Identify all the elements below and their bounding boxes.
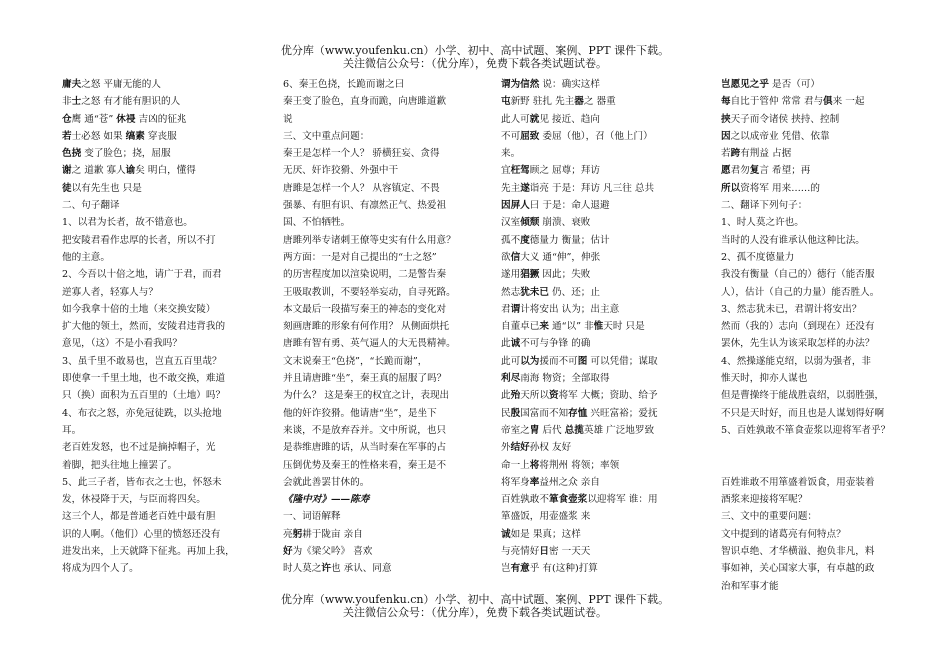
text-line: 因屏人曰 于是：命人退避	[501, 200, 610, 212]
text-line: 欲信大义 通“伸”，伸张	[501, 251, 601, 263]
text-line: 然而（我的）志向（到现在）还没有	[721, 321, 875, 333]
text-line: 说	[283, 113, 293, 125]
text-line: 他的奸诈狡猾。他请唐“坐”，是坐下	[283, 407, 437, 419]
text-line: 进发出来，上天就降下征兆。再加上我，	[62, 546, 235, 558]
text-line: 压倒优势及秦王的性格来看，秦王是不	[283, 459, 447, 471]
text-line: 逆寡人者，轻寡人与？	[62, 286, 158, 298]
text-line: 识的人啊。（他们）心里的愤怒还没有	[62, 528, 221, 540]
text-line: 酒浆来迎接将军呢？	[721, 494, 808, 506]
text-line: 孤不度德量力 衡量；估计	[501, 234, 610, 246]
key-term: 殆	[510, 390, 521, 402]
text-line: 把安陵君看作忠厚的长者，所以不打	[62, 234, 216, 246]
text-line: 君谓计将安出 认为；出主意	[501, 303, 620, 315]
key-term: 徒	[62, 182, 72, 194]
text-line: 不可屈致 委屈（他），召（他上门）	[501, 130, 653, 142]
text-line: 所以资将军 用来……的	[721, 182, 820, 194]
text-line: 屯新野 驻扎 先主器之 器重	[501, 96, 616, 108]
text-line: 民殷国富而不知存恤 兴旺富裕；爱抚	[501, 407, 658, 419]
text-line: 文中提到的诸葛亮有何特点？	[721, 528, 846, 540]
text-line: 利尽南海 物资；全部取得	[501, 373, 610, 385]
text-line: 宜枉驾顾之 屈尊；拜访	[501, 165, 600, 177]
text-line: 这三个人，都是普通老百姓中最有胆	[62, 511, 216, 523]
text-line: 3、然志犹未已，君谓计将安出？	[721, 303, 862, 315]
key-term: 结好	[510, 442, 530, 454]
text-line: 色挠 变了脸色；挠，屈服	[62, 148, 171, 160]
key-term: 愿	[721, 165, 731, 177]
text-line: 自董卓已来 通“以” 非惟天时 只是	[501, 321, 645, 333]
text-line: 王吸取教训，不要轻举妄动，自寻死路。	[283, 286, 456, 298]
text-line: 6、秦王色挠，长跪而谢之曰	[283, 79, 405, 90]
text-line: 帝室之胄 后代 总揽英雄 广泛地罗致	[501, 424, 655, 436]
text-line: 三、文中重点问题：	[283, 130, 370, 142]
text-line: 但是曹操终于能战胜袁绍，以弱胜强，	[721, 390, 885, 402]
banner-line-1: 优分库（www.youfenku.cn）小学、初中、高中试题、案例、PPT 课件下载。	[280, 44, 670, 57]
text-line: 秦王变了脸色，直身而跪，向唐雎道歉	[283, 96, 447, 108]
text-line: 此诚不可与争锋 的确	[501, 338, 591, 350]
text-line: 百姓孰敢不箪食壶浆以迎将军 谁：用	[501, 494, 658, 506]
text-line: 来谈，不是放弃吞并。文中所说，也只	[283, 424, 447, 436]
key-term: 谢	[62, 165, 72, 177]
key-term: 图	[577, 355, 588, 367]
text-line: 来。	[501, 148, 521, 160]
text-line: 罢休，先生认为该采取怎样的办法？	[721, 338, 875, 350]
text-line: 遂用猖獗 因此；失败	[501, 269, 591, 281]
text-line: 4、布衣之怒，亦免冠徒跣，以头抢地	[62, 407, 222, 419]
text-line: 徒以有先生也 只是	[62, 182, 142, 194]
key-term: 因屏人	[501, 200, 530, 212]
key-term: 惟	[593, 321, 604, 333]
text-line: 每自比于管仲 常常 君与俱来 一起	[721, 96, 865, 108]
text-line: 会就此善罢甘休的。	[283, 476, 370, 488]
key-term: 诚	[501, 528, 511, 540]
text-line: 外结好孙权 友好	[501, 442, 572, 454]
text-line: 不只是天时好，而且也是人谋划得好啊	[721, 407, 885, 419]
text-line: 5、此三子者，皆布衣之士也，怀怒未	[62, 476, 222, 488]
key-term: 犹未已	[520, 286, 549, 298]
text-line: 只（换）面积为五百里的（土地）吗？	[62, 390, 226, 402]
text-line: 的历害程度加以渲染说明，二是警告秦	[283, 269, 447, 281]
key-term: 躬	[292, 528, 303, 540]
text-line: 秦王是怎样一个人？ 骄横狂妄、贪得	[283, 148, 440, 160]
text-line: 好为《梁父吟》 喜欢	[283, 546, 373, 558]
key-term: 色挠	[62, 148, 82, 160]
key-term: 箪食壶浆	[548, 494, 588, 506]
key-term: 日	[539, 546, 549, 558]
banner-line-2: 关注微信公众号：（优分库），免费下载各类试题试卷。	[343, 606, 607, 619]
text-line: 两方面：一是对自己提出的“士之怒”	[283, 251, 437, 263]
key-term: 庸夫	[62, 79, 82, 90]
text-line: 1、以君为长者，故不错意也。	[62, 217, 193, 229]
text-line: 国、不怕牺牲。	[283, 217, 351, 229]
key-term: 资	[548, 390, 559, 402]
text-line: 因之以成帝业 凭借、依靠	[721, 130, 830, 142]
key-term: 胄	[529, 424, 540, 436]
text-line: 意见，（这）不是小看我吗？	[62, 338, 182, 350]
text-line: 2、孤不度德量力	[721, 251, 795, 263]
key-term: 每	[721, 96, 731, 108]
text-line: 若跨有荆益 占据	[721, 148, 792, 160]
text-line	[721, 457, 939, 474]
text-line: 唐雎列举专诸刺王僚等史实有什么用意？	[283, 234, 456, 246]
text-line: 是恭维唐雎的话，从当时秦在军事的占	[283, 442, 447, 454]
key-term: 诚	[510, 338, 521, 350]
text-line: 为什么？ 这是秦王的权宜之计，表现出	[283, 390, 450, 402]
key-term: 器	[574, 96, 584, 108]
key-term: 将	[529, 459, 540, 471]
text-line: 汉室倾颓 崩溃、衰败	[501, 217, 591, 229]
key-term: 休祲	[116, 113, 136, 125]
text-column-2	[283, 76, 501, 578]
banner-line-2: 关注微信公众号：（优分库），免费下载各类试题试卷。	[343, 57, 607, 70]
text-line: 命一上将将荆州 将领；率领	[501, 459, 620, 471]
text-line: 愿君勿复言 希望；再	[721, 165, 811, 177]
text-line: 本文最后一段描写秦王的神态的变化对	[283, 303, 447, 315]
key-term: 谓为信然	[501, 79, 540, 90]
text-line: 4、然操遂能克绍，以弱为强者，非	[721, 355, 872, 367]
key-term: 仓	[62, 113, 72, 125]
text-line: 二、翻译下列句子：	[721, 200, 808, 212]
key-term: 俱	[823, 96, 833, 108]
key-term: 遂	[520, 182, 530, 194]
text-line: 无厌、奸诈狡猾、外强中干	[283, 165, 399, 177]
key-term: 信	[510, 251, 521, 263]
key-term: 岂愿见之乎	[721, 79, 769, 90]
key-term: 有意	[510, 563, 530, 575]
text-line: 事如神，关心国家大事，有卓越的政	[721, 563, 875, 575]
key-term: 缟素	[125, 130, 145, 142]
text-column-4	[721, 76, 939, 595]
text-line: 我没有衡量（自己的）德行（能否服	[721, 269, 875, 281]
key-term: 屈致	[520, 130, 540, 142]
key-term: 挟	[721, 113, 731, 125]
text-line: 与亮情好日密 一天天	[501, 546, 591, 558]
text-line: 仓鹰 通“苍” 休祲 吉凶的征兆	[62, 113, 187, 125]
key-term: 就	[529, 113, 540, 125]
text-line: 谢之 道歉 寡人谕矣 明白，懂得	[62, 165, 196, 177]
text-line: 即使拿一千里土地，也不敢交换，难道	[62, 373, 226, 385]
text-line: 人），估计（自己的力量）能否胜人。	[721, 286, 880, 298]
text-column-3	[501, 76, 719, 578]
section-title: 《隆中对》——陈寿	[283, 494, 370, 506]
text-line: 亮躬耕于陇亩 亲自	[283, 528, 363, 540]
key-term: 来	[539, 321, 549, 333]
key-term: 率	[529, 476, 540, 488]
key-term: 好	[283, 546, 293, 558]
text-line: 二、句子翻译	[62, 200, 120, 212]
text-column-1	[62, 76, 282, 578]
text-line: 当时的人没有谁承认他这种比法。	[721, 234, 865, 246]
text-line: 并且请唐雎“坐”，秦王真的屈服了吗？	[283, 373, 447, 385]
key-term: 以为	[520, 355, 540, 367]
key-term: 屯	[501, 96, 511, 108]
key-term: 总揽	[564, 424, 584, 436]
key-term: 殷	[510, 407, 521, 419]
text-line	[721, 439, 939, 456]
text-line	[283, 491, 501, 508]
text-line: 唐雎是怎样一个人？ 从容镇定、不畏	[283, 182, 440, 194]
text-line: 三、文中的重要问题：	[721, 511, 817, 523]
text-line: 一、词语解释	[283, 511, 341, 523]
text-line: 文末说秦王“色挠”，“长跪而谢”，	[283, 355, 428, 367]
text-line: 着脚，把头往地上撞罢了。	[62, 459, 178, 471]
text-line: 智识卓绝、才华横溢、抱负非凡，料	[721, 546, 875, 558]
text-line: 箪盛饭，用壶盛浆 来	[501, 511, 591, 523]
text-line: 2、今吾以十倍之地，请广于君，而君	[62, 269, 222, 281]
key-term: 枉驾	[510, 165, 530, 177]
text-line: 诚如是 果真；这样	[501, 528, 581, 540]
header-banner	[0, 44, 950, 70]
text-line: 将军身率益州之众 亲自	[501, 476, 600, 488]
key-term: 跨	[730, 148, 741, 160]
key-term: 若	[62, 130, 72, 142]
text-line: 非士之怒 有才能有胆识的人	[62, 96, 181, 108]
banner-line-1: 优分库（www.youfenku.cn）小学、初中、高中试题、案例、PPT 课件下载。	[280, 593, 670, 606]
key-term: 谕	[125, 165, 136, 177]
text-line: 如今我拿十倍的土地（来交换安陵）	[62, 303, 216, 315]
text-line: 此殆天所以资将军 大概；资助、给予	[501, 390, 658, 402]
text-line: 刻画唐雎的形象有何作用？ 从侧面烘托	[283, 321, 450, 333]
key-term: 因	[721, 130, 731, 142]
key-term: 所以	[721, 182, 741, 194]
text-line: 挟天子而令诸侯 挟持、控制	[721, 113, 840, 125]
text-line: 岂有意乎 有(这种)打算	[501, 563, 598, 575]
key-term: 许	[321, 563, 331, 575]
key-term: 倾颓	[520, 217, 540, 229]
text-line: 此可以为援而不可图 可以凭借；谋取	[501, 355, 658, 367]
text-line: 治和军事才能	[721, 580, 779, 592]
key-term: 猖獗	[520, 269, 540, 281]
key-term: 复	[749, 165, 760, 177]
key-term: 士	[71, 96, 82, 108]
text-line: 庸夫之怒 平庸无能的人	[62, 79, 161, 90]
text-line: 然志犹未已 仍、还；止	[501, 286, 600, 298]
text-line: 发，休祲降于天，与臣而将四矣。	[62, 494, 206, 506]
key-term: 度	[520, 234, 530, 246]
text-line: 此人可就见 接近、趋向	[501, 113, 600, 125]
text-line: 5、百姓孰敢不箪食壶浆以迎将军者乎？	[721, 424, 891, 436]
text-line: 老百姓发怒，也不过是摘掉帽子，光	[62, 442, 216, 454]
text-line: 耳。	[62, 424, 82, 436]
text-line: 若士必怒 如果 缟素 穿丧服	[62, 130, 177, 142]
text-line: 唐雎有智有勇、英气逼人的大无畏精神。	[283, 338, 456, 350]
footer-banner	[0, 593, 950, 619]
text-line: 他的主意。	[62, 251, 110, 263]
text-line: 将成为四个人了。	[62, 563, 139, 575]
text-line: 岂愿见之乎 是否（可）	[721, 79, 820, 90]
text-line: 3、虽千里不敢易也，岂直五百里哉？	[62, 355, 222, 367]
text-line: 先主遂诣亮 于是：拜访 凡三往 总共	[501, 182, 655, 194]
text-line: 时人莫之许也 承认、同意	[283, 563, 392, 575]
text-line: 谓为信然 说：确实这样	[501, 79, 600, 90]
key-term: 谓	[510, 303, 521, 315]
key-term: 利尽	[501, 373, 521, 385]
key-term: 存恤	[568, 407, 588, 419]
text-line: 强暴、有胆有识、有凛然正气、热爱祖	[283, 200, 447, 212]
text-line: 惟天时，抑亦人谋也	[721, 373, 808, 385]
text-line: 1、时人莫之许也。	[721, 217, 804, 229]
text-line: 扩大他的领土，然而，安陵君违背我的	[62, 321, 226, 333]
text-line: 百姓谁敢不用箪盛着饭食，用壶装着	[721, 476, 875, 488]
